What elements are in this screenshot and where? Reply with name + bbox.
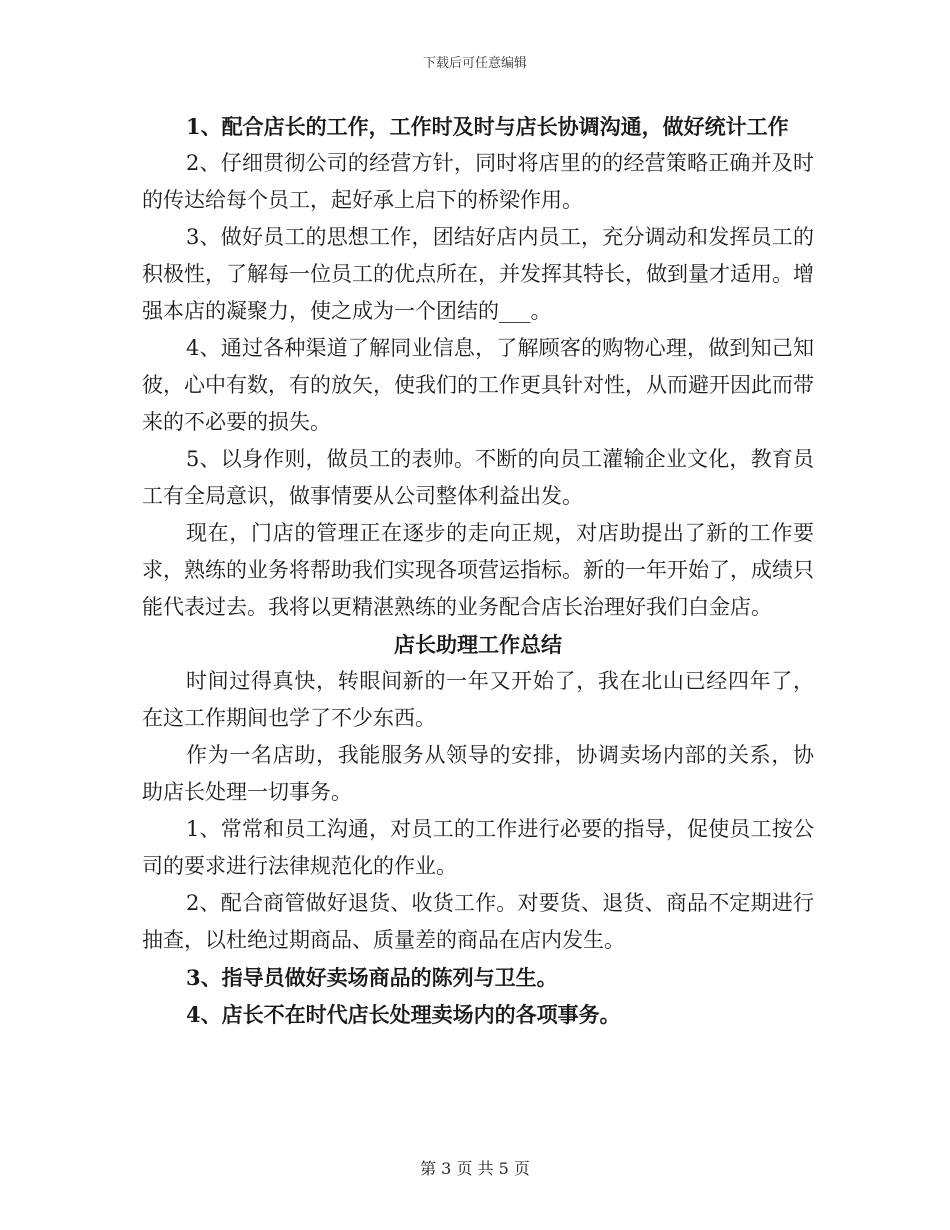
- paragraph-duty-3: 3、指导员做好卖场商品的陈列与卫生。: [186, 965, 558, 990]
- paragraph-duty-1: 1、常常和员工沟通，对员工的工作进行必要的指导，促使员工按公司的要求进行法律规范化的作业。: [142, 817, 814, 878]
- paragraph-role: 作为一名店助，我能服务从领导的安排，协调卖场内部的关系，协助店长处理一切事务。: [142, 743, 814, 804]
- paragraph-item-2: 2、仔细贯彻公司的经营方针，同时将店里的的经营策略正确并及时的传达给每个员工，起好承上启下的桥梁作用。: [142, 151, 814, 212]
- page-number: 第 3 页 共 5 页: [420, 1159, 530, 1178]
- paragraph-item-1: 1、配合店长的工作，工作时及时与店长协调沟通，做好统计工作: [186, 114, 789, 139]
- document-body: [142, 108, 814, 1033]
- paragraph-intro: 时间过得真快，转眼间新的一年又开始了，我在北山已经四年了，在这工作期间也学了不少东西。: [142, 669, 814, 730]
- paragraph-duty-2: 2、配合商管做好退货、收货工作。对要货、退货、商品不定期进行抽查，以杜绝过期商品、质量差的商品在店内发生。: [142, 891, 814, 952]
- paragraph-item-5: 5、以身作则，做员工的表帅。不断的向员工灌输企业文化，教育员工有全局意识，做事情要从公司整体利益出发。: [142, 447, 814, 508]
- section-title: 店长助理工作总结: [394, 632, 562, 657]
- paragraph-conclusion: 现在，门店的管理正在逐步的走向正规，对店助提出了新的工作要求，熟练的业务将帮助我们实现各项营运指标。新的一年开始了，成绩只能代表过去。我将以更精湛熟练的业务配合店长治理好我们白金店。: [142, 521, 814, 619]
- paragraph-duty-4: 4、店长不在时代店长处理卖场内的各项事务。: [186, 1002, 621, 1027]
- paragraph-item-3: 3、做好员工的思想工作，团结好店内员工，充分调动和发挥员工的积极性，了解每一位员工的优点所在，并发挥其特长，做到量才适用。增强本店的凝聚力，使之成为一个团结的___。: [142, 225, 814, 323]
- page-header-note: 下载后可任意编辑: [422, 56, 527, 71]
- paragraph-item-4: 4、通过各种渠道了解同业信息，了解顾客的购物心理，做到知己知彼，心中有数，有的放矢，使我们的工作更具针对性，从而避开因此而带来的不必要的损失。: [142, 336, 814, 434]
